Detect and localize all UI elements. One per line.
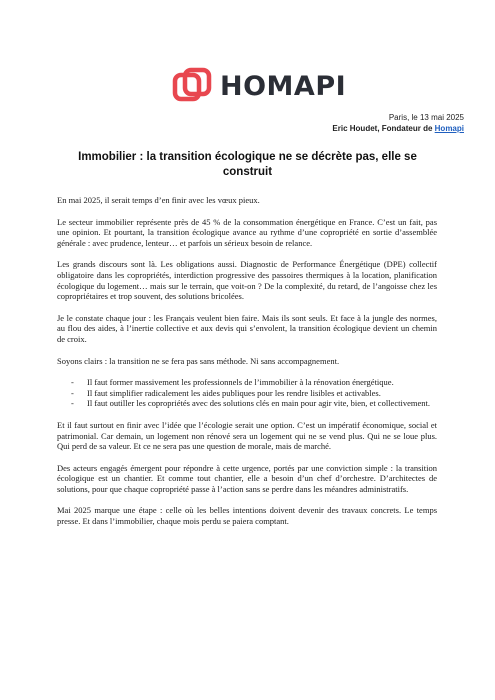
document-body — [57, 195, 437, 538]
action-list — [57, 377, 437, 409]
paragraph-8: Mai 2025 marque une étape : celle où les belles intentions doivent devenir des travaux concrets. Le temps presse. Et dans l’immobilier, chaque mois perdu se paiera comptant. — [57, 505, 437, 527]
list-item: - Il faut simplifier radicalement les aides publiques pour les rendre lisibles et activables. — [57, 388, 437, 399]
paragraph-2: Le secteur immobilier représente près de 45 % de la consommation énergétique en France. C’est un fait, pas une opinion. Et pourtant, la transition écologique avance au rythme d’une copropriété en sortie d’assemblée générale : avec prudence, lenteur… et parfois un sérieux besoin de relance. — [57, 216, 437, 248]
document-header — [332, 112, 464, 134]
place-date: Paris, le 13 mai 2025 — [388, 113, 464, 122]
homapi-logo-mark-icon — [172, 66, 212, 106]
paragraph-1: En mai 2025, il serait temps d’en finir avec les vœux pieux. — [57, 195, 260, 205]
list-item: - Il faut outiller les copropriétés avec des solutions clés en main pour agir vite, bien, et collectivement. — [57, 398, 437, 409]
paragraph-5: Soyons clairs : la transition ne se fera pas sans méthode. Ni sans accompagnement. — [57, 355, 340, 366]
paragraph-4: Je le constate chaque jour : les Français veulent bien faire. Mais ils sont seuls. Et face à la jungle des normes, au flou des aides, à l’inertie collective et aux devis qui s’envolent, la transition écologique devient un chemin de croix. — [57, 312, 437, 344]
logo-wordmark: HOMAPI — [220, 70, 347, 102]
document-title: Immobilier : la transition écologique ne se décrète pas, elle se construit — [78, 151, 417, 178]
paragraph-6: Et il faut surtout en finir avec l’idée que l’écologie serait une option. C’est un impératif économique, social et patrimonial. Car demain, un logement non rénové sera un logement qui ne se vend plus. Qui ne se loue plus. Qui perd de sa valeur. Et ce ne sera pas une question de morale, mais de marché. — [57, 419, 437, 452]
author-line — [332, 123, 464, 134]
paragraph-3: Les grands discours sont là. Les obligations aussi. Diagnostic de Performance Énergétique (DPE) collectif obligatoire dans les copropriétés, interdiction progressive des passoires thermiques à la location, planification écologique du logement… mais sur le terrain, que voit-on ? De la complexité, du retard, de l’angoisse chez les copropriétaires et trop souvent, des solutions bricolées. — [57, 259, 437, 302]
homapi-link[interactable]: Homapi — [434, 124, 464, 133]
author-prefix: Eric Houdet, Fondateur de — [332, 124, 435, 133]
list-item: - Il faut former massivement les professionnels de l’immobilier à la rénovation énergétique. — [57, 377, 437, 388]
homapi-logo — [172, 66, 347, 106]
paragraph-7: Des acteurs engagés émergent pour répondre à cette urgence, portés par une conviction simple : la transition écologique est un chantier. Et comme tout chantier, elle a besoin d’un chef d’orchestre. D’architectes de solutions, pour que chaque copropriété passe à l’action sans se perdre dans les méandres administratifs. — [57, 462, 437, 494]
